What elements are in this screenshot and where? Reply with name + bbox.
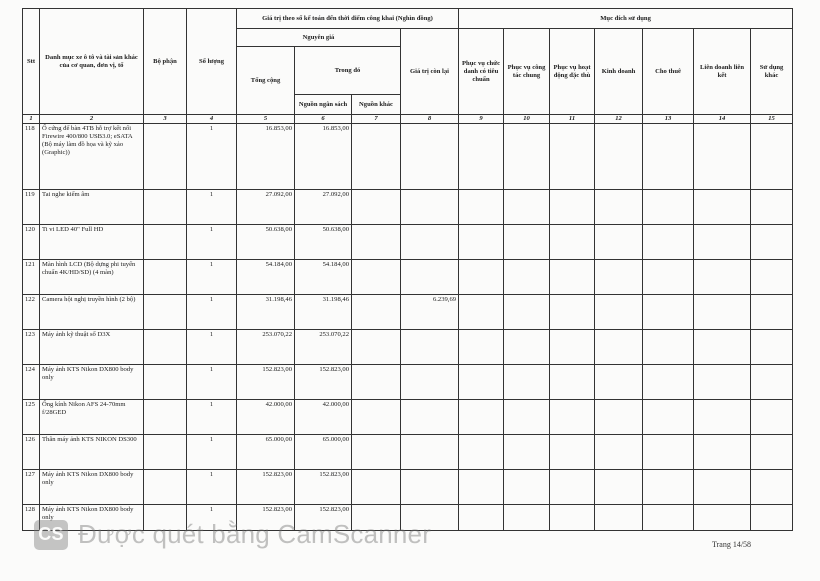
header-purpose-7: Sử dụng khác bbox=[751, 29, 793, 115]
row-purpose-cell bbox=[643, 365, 694, 400]
row-total: 31.198,46 bbox=[237, 295, 295, 330]
row-stt: 125 bbox=[23, 400, 40, 435]
row-total: 50.638,00 bbox=[237, 225, 295, 260]
row-purpose-cell bbox=[595, 295, 643, 330]
row-purpose-cell bbox=[694, 190, 751, 225]
row-purpose-cell bbox=[595, 225, 643, 260]
row-department bbox=[144, 435, 187, 470]
row-purpose-cell bbox=[504, 400, 550, 435]
header-stt: Stt bbox=[23, 9, 40, 115]
row-budget-source: 31.198,46 bbox=[295, 295, 352, 330]
row-quantity: 1 bbox=[187, 435, 237, 470]
row-other-source bbox=[352, 435, 401, 470]
row-purpose-cell bbox=[459, 295, 504, 330]
row-budget-source: 65.000,00 bbox=[295, 435, 352, 470]
row-budget-source: 54.184,00 bbox=[295, 260, 352, 295]
row-remaining-value bbox=[401, 470, 459, 505]
row-name: Máy ảnh KTS Nikon DX800 body only bbox=[40, 365, 144, 400]
row-name: Máy ảnh KTS Nikon DX800 body only bbox=[40, 505, 144, 531]
row-purpose-cell bbox=[643, 295, 694, 330]
header-original-price: Nguyên giá bbox=[237, 29, 401, 47]
row-remaining-value bbox=[401, 400, 459, 435]
column-number: 2 bbox=[40, 115, 144, 124]
column-number: 9 bbox=[459, 115, 504, 124]
row-purpose-cell bbox=[459, 190, 504, 225]
table-row bbox=[23, 190, 793, 225]
row-purpose-cell bbox=[643, 225, 694, 260]
row-purpose-cell bbox=[643, 470, 694, 505]
row-purpose-cell bbox=[595, 124, 643, 190]
row-purpose-cell bbox=[504, 330, 550, 365]
row-purpose-cell bbox=[504, 225, 550, 260]
row-name: Ổ cứng để bàn 4TB hỗ trợ kết nối Firewire 400/800 USB3.0; eSATA (Bộ máy làm đồ họa và kỹ xảo (Graphic)) bbox=[40, 124, 144, 190]
row-department bbox=[144, 400, 187, 435]
row-stt: 119 bbox=[23, 190, 40, 225]
row-stt: 120 bbox=[23, 225, 40, 260]
row-purpose-cell bbox=[595, 470, 643, 505]
table-row bbox=[23, 225, 793, 260]
camscanner-logo-icon: CS bbox=[34, 520, 68, 550]
column-number: 10 bbox=[504, 115, 550, 124]
header-department: Bộ phận bbox=[144, 9, 187, 115]
row-purpose-cell bbox=[595, 435, 643, 470]
header-other-source: Nguồn khác bbox=[352, 95, 401, 115]
row-total: 152.823,00 bbox=[237, 365, 295, 400]
row-remaining-value bbox=[401, 435, 459, 470]
row-stt: 127 bbox=[23, 470, 40, 505]
row-purpose-cell bbox=[694, 124, 751, 190]
row-purpose-cell bbox=[595, 260, 643, 295]
header-purpose-2: Phục vụ công tác chung bbox=[504, 29, 550, 115]
row-purpose-cell bbox=[694, 365, 751, 400]
header-budget-source: Nguồn ngân sách bbox=[295, 95, 352, 115]
header-quantity: Số lượng bbox=[187, 9, 237, 115]
row-quantity: 1 bbox=[187, 330, 237, 365]
row-quantity: 1 bbox=[187, 400, 237, 435]
row-purpose-cell bbox=[751, 470, 793, 505]
row-remaining-value bbox=[401, 124, 459, 190]
row-name: Ti vi LED 40" Full HD bbox=[40, 225, 144, 260]
row-total: 27.092,00 bbox=[237, 190, 295, 225]
column-number: 7 bbox=[352, 115, 401, 124]
row-purpose-cell bbox=[751, 260, 793, 295]
column-number: 6 bbox=[295, 115, 352, 124]
table-row bbox=[23, 365, 793, 400]
row-purpose-cell bbox=[751, 505, 793, 531]
row-name: Thân máy ảnh KTS NIKON DS300 bbox=[40, 435, 144, 470]
row-purpose-cell bbox=[550, 330, 595, 365]
row-total: 65.000,00 bbox=[237, 435, 295, 470]
row-purpose-cell bbox=[595, 365, 643, 400]
row-other-source bbox=[352, 190, 401, 225]
table-row bbox=[23, 260, 793, 295]
row-purpose-cell bbox=[694, 470, 751, 505]
column-number: 12 bbox=[595, 115, 643, 124]
row-other-source bbox=[352, 260, 401, 295]
column-number: 5 bbox=[237, 115, 295, 124]
row-department bbox=[144, 260, 187, 295]
row-purpose-cell bbox=[550, 470, 595, 505]
row-budget-source: 42.000,00 bbox=[295, 400, 352, 435]
row-stt: 128 bbox=[23, 505, 40, 531]
column-number: 14 bbox=[694, 115, 751, 124]
row-purpose-cell bbox=[694, 295, 751, 330]
row-purpose-cell bbox=[504, 260, 550, 295]
row-budget-source: 50.638,00 bbox=[295, 225, 352, 260]
table-row bbox=[23, 295, 793, 330]
header-category: Danh mục xe ô tô và tài sản khác của cơ quan, đơn vị, tổ bbox=[40, 9, 144, 115]
row-department bbox=[144, 365, 187, 400]
header-purpose-4: Kinh doanh bbox=[595, 29, 643, 115]
row-purpose-cell bbox=[751, 225, 793, 260]
row-budget-source: 152.823,00 bbox=[295, 365, 352, 400]
header-remaining-value: Giá trị còn lại bbox=[401, 29, 459, 115]
row-budget-source: 27.092,00 bbox=[295, 190, 352, 225]
row-purpose-cell bbox=[459, 400, 504, 435]
row-purpose-cell bbox=[504, 365, 550, 400]
row-purpose-cell bbox=[550, 260, 595, 295]
row-name: Máy ảnh KTS Nikon DX800 body only bbox=[40, 470, 144, 505]
asset-table bbox=[22, 8, 793, 531]
row-department bbox=[144, 124, 187, 190]
row-purpose-cell bbox=[459, 330, 504, 365]
row-stt: 122 bbox=[23, 295, 40, 330]
row-total: 253.070,22 bbox=[237, 330, 295, 365]
row-purpose-cell bbox=[643, 505, 694, 531]
row-purpose-cell bbox=[459, 260, 504, 295]
row-name: Camera hội nghị truyền hình (2 bộ) bbox=[40, 295, 144, 330]
row-purpose-cell bbox=[694, 260, 751, 295]
row-remaining-value: 6.239,69 bbox=[401, 295, 459, 330]
row-budget-source: 152.823,00 bbox=[295, 505, 352, 531]
column-number-row bbox=[23, 115, 793, 124]
row-quantity: 1 bbox=[187, 225, 237, 260]
table-row bbox=[23, 124, 793, 190]
row-department bbox=[144, 505, 187, 531]
row-purpose-cell bbox=[550, 400, 595, 435]
row-purpose-cell bbox=[643, 124, 694, 190]
row-purpose-cell bbox=[751, 190, 793, 225]
row-stt: 124 bbox=[23, 365, 40, 400]
row-other-source bbox=[352, 225, 401, 260]
row-stt: 126 bbox=[23, 435, 40, 470]
row-total: 152.823,00 bbox=[237, 505, 295, 531]
row-purpose-cell bbox=[643, 330, 694, 365]
column-number: 3 bbox=[144, 115, 187, 124]
row-purpose-cell bbox=[550, 505, 595, 531]
row-purpose-cell bbox=[459, 365, 504, 400]
row-purpose-cell bbox=[643, 435, 694, 470]
row-other-source bbox=[352, 470, 401, 505]
row-purpose-cell bbox=[504, 470, 550, 505]
row-purpose-cell bbox=[694, 225, 751, 260]
row-purpose-cell bbox=[643, 400, 694, 435]
row-total: 152.823,00 bbox=[237, 470, 295, 505]
row-purpose-cell bbox=[504, 435, 550, 470]
table-row bbox=[23, 330, 793, 365]
row-purpose-cell bbox=[550, 124, 595, 190]
row-name: Máy ảnh kỹ thuật số D3X bbox=[40, 330, 144, 365]
column-number: 8 bbox=[401, 115, 459, 124]
row-stt: 123 bbox=[23, 330, 40, 365]
row-purpose-cell bbox=[595, 400, 643, 435]
row-department bbox=[144, 295, 187, 330]
row-purpose-cell bbox=[751, 330, 793, 365]
row-stt: 118 bbox=[23, 124, 40, 190]
row-quantity: 1 bbox=[187, 260, 237, 295]
row-purpose-cell bbox=[504, 124, 550, 190]
table-row bbox=[23, 505, 793, 531]
row-name: Ống kính Nikon AFS 24-70mm f/28GED bbox=[40, 400, 144, 435]
column-number: 15 bbox=[751, 115, 793, 124]
row-budget-source: 253.070,22 bbox=[295, 330, 352, 365]
row-total: 42.000,00 bbox=[237, 400, 295, 435]
row-quantity: 1 bbox=[187, 295, 237, 330]
row-purpose-cell bbox=[550, 295, 595, 330]
row-department bbox=[144, 190, 187, 225]
row-department bbox=[144, 330, 187, 365]
row-purpose-cell bbox=[751, 295, 793, 330]
table-row bbox=[23, 400, 793, 435]
row-purpose-cell bbox=[504, 505, 550, 531]
row-purpose-cell bbox=[550, 225, 595, 260]
row-name: Tai nghe kiểm âm bbox=[40, 190, 144, 225]
row-remaining-value bbox=[401, 505, 459, 531]
row-purpose-cell bbox=[550, 365, 595, 400]
column-number: 1 bbox=[23, 115, 40, 124]
page-number: Trang 14/58 bbox=[712, 540, 752, 549]
row-purpose-cell bbox=[694, 505, 751, 531]
row-other-source bbox=[352, 400, 401, 435]
row-remaining-value bbox=[401, 260, 459, 295]
table-row bbox=[23, 435, 793, 470]
row-stt: 121 bbox=[23, 260, 40, 295]
row-remaining-value bbox=[401, 330, 459, 365]
row-purpose-cell bbox=[504, 295, 550, 330]
column-number: 11 bbox=[550, 115, 595, 124]
header-purpose-6: Liên doanh liên kết bbox=[694, 29, 751, 115]
row-purpose-cell bbox=[751, 365, 793, 400]
row-total: 16.853,00 bbox=[237, 124, 295, 190]
row-other-source bbox=[352, 330, 401, 365]
row-other-source bbox=[352, 505, 401, 531]
row-purpose-cell bbox=[694, 400, 751, 435]
row-purpose-cell bbox=[643, 260, 694, 295]
row-budget-source: 16.853,00 bbox=[295, 124, 352, 190]
row-quantity: 1 bbox=[187, 470, 237, 505]
row-other-source bbox=[352, 365, 401, 400]
row-purpose-cell bbox=[504, 190, 550, 225]
column-number: 13 bbox=[643, 115, 694, 124]
header-purpose-group: Mục đích sử dụng bbox=[459, 9, 793, 29]
row-purpose-cell bbox=[459, 225, 504, 260]
header-total: Tổng cộng bbox=[237, 47, 295, 115]
header-purpose-5: Cho thuê bbox=[643, 29, 694, 115]
row-remaining-value bbox=[401, 225, 459, 260]
row-purpose-cell bbox=[459, 505, 504, 531]
row-purpose-cell bbox=[751, 435, 793, 470]
row-quantity: 1 bbox=[187, 365, 237, 400]
table-row bbox=[23, 470, 793, 505]
row-budget-source: 152.823,00 bbox=[295, 470, 352, 505]
row-purpose-cell bbox=[694, 435, 751, 470]
row-quantity: 1 bbox=[187, 124, 237, 190]
row-remaining-value bbox=[401, 190, 459, 225]
row-purpose-cell bbox=[694, 330, 751, 365]
watermark-text: Được quét bằng CamScanner bbox=[78, 519, 432, 549]
row-purpose-cell bbox=[459, 470, 504, 505]
row-purpose-cell bbox=[595, 330, 643, 365]
row-other-source bbox=[352, 295, 401, 330]
header-purpose-1: Phục vụ chức danh có tiêu chuẩn bbox=[459, 29, 504, 115]
row-purpose-cell bbox=[751, 124, 793, 190]
column-number: 4 bbox=[187, 115, 237, 124]
row-purpose-cell bbox=[595, 505, 643, 531]
header-purpose-3: Phục vụ hoạt động đặc thù bbox=[550, 29, 595, 115]
row-department bbox=[144, 470, 187, 505]
row-purpose-cell bbox=[459, 435, 504, 470]
header-of-which: Trong đó bbox=[295, 47, 401, 95]
row-purpose-cell bbox=[550, 435, 595, 470]
row-name: Màn hình LCD (Bộ dựng phi tuyến chuẩn 4K/HD/SD) (4 màn) bbox=[40, 260, 144, 295]
header-value-group: Giá trị theo sổ kế toán đến thời điểm công khai (Nghìn đồng) bbox=[237, 9, 459, 29]
row-quantity: 1 bbox=[187, 190, 237, 225]
row-purpose-cell bbox=[643, 190, 694, 225]
row-purpose-cell bbox=[550, 190, 595, 225]
row-department bbox=[144, 225, 187, 260]
row-remaining-value bbox=[401, 365, 459, 400]
row-purpose-cell bbox=[751, 400, 793, 435]
row-purpose-cell bbox=[459, 124, 504, 190]
row-purpose-cell bbox=[595, 190, 643, 225]
row-total: 54.184,00 bbox=[237, 260, 295, 295]
row-quantity: 1 bbox=[187, 505, 237, 531]
row-other-source bbox=[352, 124, 401, 190]
